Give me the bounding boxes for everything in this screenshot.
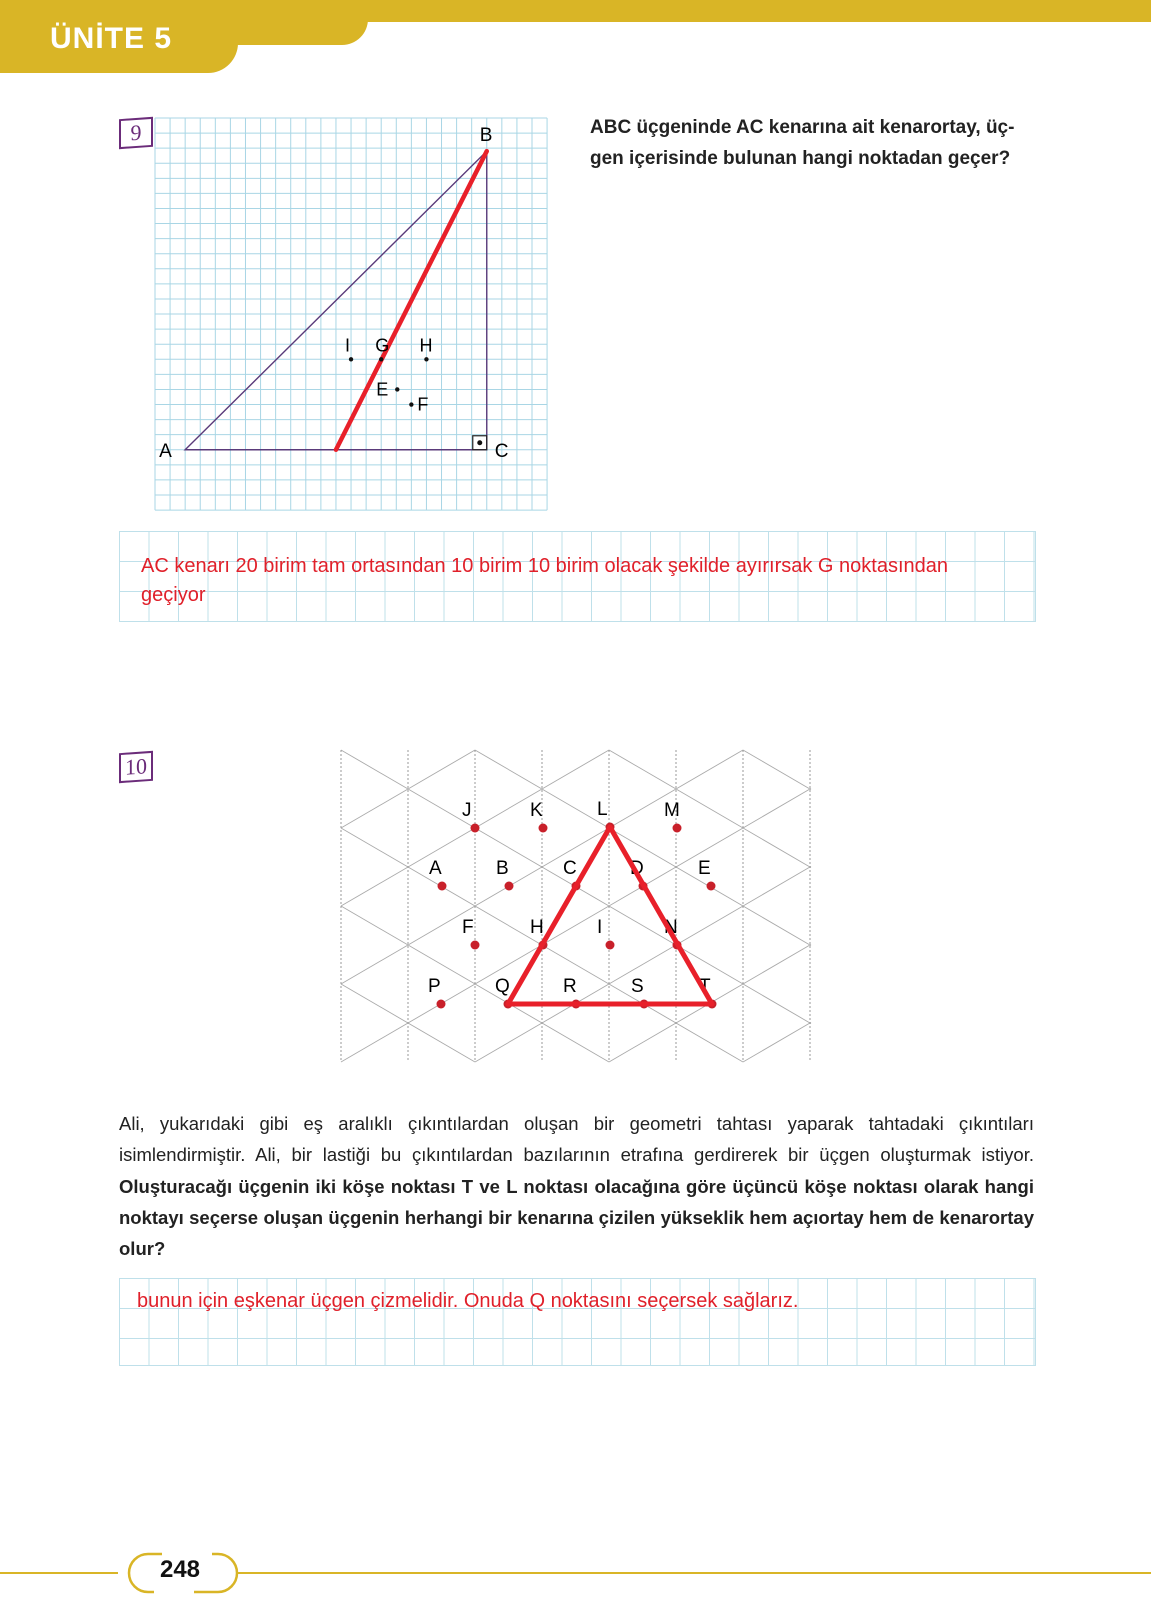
question-line: ABC üçgeninde AC kenarına ait kenarortay, üç- — [590, 117, 1015, 138]
peg-k — [539, 824, 548, 833]
peg-i — [606, 941, 615, 950]
problem-9-number: 9 — [119, 117, 153, 149]
vertex-label-c: C — [494, 440, 509, 462]
problem-9-figure — [0, 0, 1151, 530]
problem-10-number: 10 — [119, 751, 153, 783]
diagonal-line — [341, 788, 811, 1062]
question-text: Ali, yukarıdaki gibi eş aralıklı çıkıntılardan oluşan bir geometri tahtası yaparak tahtadaki çıkıntıları isimlendirmiştir. Ali, bir lastiği bu çıkıntılardan bazılarının etrafına gerdirerek bir üçgen oluşturmak istiyor. — [119, 1113, 1034, 1166]
peg-label-r: R — [563, 976, 577, 997]
peg-label-a: A — [429, 858, 442, 879]
point-g — [379, 357, 383, 361]
geoboard-grid — [341, 750, 811, 1062]
unit-title: ÜNİTE 5 — [50, 22, 173, 55]
diagonal-line — [475, 866, 811, 1062]
question-text-bold: Oluşturacağı üçgenin iki köşe noktası T ve L noktası olacağına göre üçüncü köşe noktası olarak hangi noktayı seçerse oluşan üçgenin herhangi bir kenarına çizilen yükseklik hem açıortay hem de kenarortay olur? — [119, 1175, 1034, 1260]
point-i — [349, 357, 353, 361]
point-label-h: H — [419, 335, 433, 356]
peg-label-i: I — [597, 917, 603, 938]
peg-f — [471, 941, 480, 950]
peg-label-l: L — [597, 799, 608, 820]
peg-m — [673, 824, 682, 833]
problem-10-geoboard — [0, 740, 1151, 1080]
peg-j — [471, 824, 480, 833]
peg-label-f: F — [462, 917, 474, 938]
answer-line: geçiyor — [141, 584, 206, 606]
point-label-e: E — [376, 379, 389, 400]
answer-line: bunun için eşkenar üçgen çizmelidir. Onuda Q noktasını seçersek sağlarız. — [137, 1290, 799, 1312]
peg-label-b: B — [496, 858, 509, 879]
diagonal-line — [475, 750, 811, 946]
peg-b — [505, 882, 514, 891]
peg-label-e: E — [698, 858, 711, 879]
diagonal-line — [743, 1022, 811, 1062]
peg-label-q: Q — [495, 976, 510, 997]
point-label-i: I — [345, 335, 351, 356]
point-f — [409, 402, 413, 406]
problem-10-answer-box[interactable] — [119, 1278, 1036, 1366]
peg-label-n: N — [664, 917, 678, 938]
peg-label-s: S — [631, 976, 644, 997]
vertex-label-b: B — [479, 125, 493, 147]
page-number: 248 — [159, 1556, 201, 1583]
vertex-label-a: A — [159, 440, 172, 462]
problem-10-question — [119, 1108, 1034, 1264]
point-label-g: G — [375, 335, 390, 356]
right-angle-dot — [477, 440, 482, 445]
answer-line: AC kenarı 20 birim tam ortasından 10 birim 10 birim olacak şekilde ayırırsak G noktasından — [141, 555, 949, 577]
peg-label-d: D — [630, 858, 644, 879]
diagonal-line — [609, 750, 811, 868]
point-h — [424, 357, 428, 361]
peg-label-t: T — [699, 976, 711, 997]
question-line: gen içerisinde bulunan hangi noktadan geçer? — [590, 148, 1011, 169]
point-e — [395, 387, 399, 391]
peg-label-p: P — [428, 976, 441, 997]
peg-a — [438, 882, 447, 891]
peg-p — [437, 1000, 446, 1009]
diagonal-line — [743, 750, 811, 790]
rubber-band-triangle — [508, 827, 712, 1004]
peg-e — [707, 882, 716, 891]
peg-label-h: H — [530, 917, 544, 938]
peg-label-j: J — [462, 800, 472, 821]
problem-9-question — [590, 112, 1040, 174]
peg-label-k: K — [530, 800, 543, 821]
point-label-f: F — [417, 394, 429, 415]
peg-label-c: C — [563, 858, 577, 879]
problem-9-answer-box[interactable] — [119, 531, 1036, 622]
peg-label-m: M — [664, 800, 680, 821]
